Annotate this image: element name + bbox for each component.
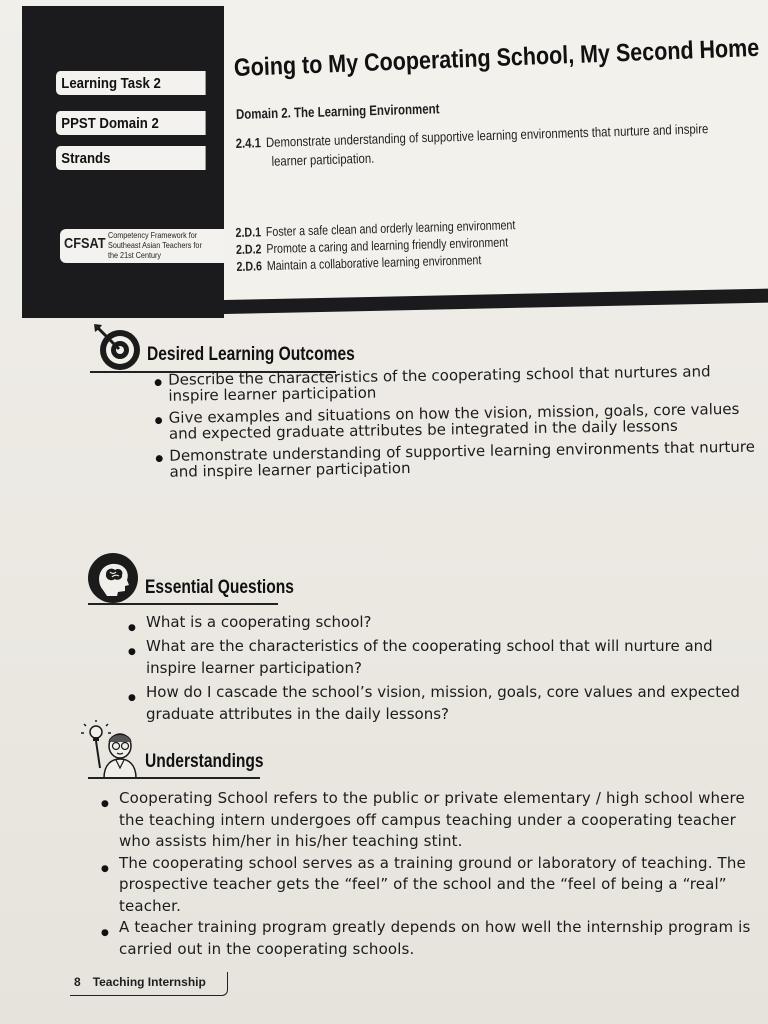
cfsat-list [235,216,516,275]
outcomes-heading: Desired Learning Outcomes [147,344,355,365]
list-item: ● The cooperating school serves as a training ground or laboratory of teaching. The prospective teacher gets the “feel” of the school and the “feel of being a “real” teacher. [103,853,760,918]
list-item: ● Demonstrate understanding of supportive learning environments that nurture and inspire learner participation [157,439,761,480]
list-item: ● Cooperating School refers to the public or private elementary / high school where the teaching intern undergoes off campus teaching under a cooperating teacher who assists him/her in his/her teaching stint. [103,788,760,853]
list-item: ● What are the characteristics of the cooperating school that will nurture and inspire learner participation? [130,635,760,679]
page-title: Going to My Cooperating School, My Second Home [233,33,760,82]
head-brain-icon [86,552,142,604]
strand-text: 2.4.1 Demonstrate understanding of supportive learning environments that nurture and inspire learner participation. [235,121,709,169]
cfsat-item: 2.D.2 Promote a caring and learning friendly environment [235,234,509,257]
list-item: ● A teacher training program greatly depends on how well the internship program is carried out in the cooperating schools. [103,917,760,960]
page-footer [70,972,228,996]
strand-code: 2.4.1 [235,135,262,152]
list-item: ● How do I cascade the school’s vision, mission, goals, core values and expected graduate attributes in the daily lessons? [130,681,760,725]
questions-list [130,611,760,727]
strands-label: Strands [56,146,206,170]
list-item: ● Give examples and situations on how the vision, mission, goals, core values and expected graduate attributes be integrated in the daily lessons [157,401,761,442]
cfsat-item: 2.D.6 Maintain a collaborative learning environment [236,252,482,274]
ppst-domain-label: PPST Domain 2 [56,111,206,135]
cfsat-full-name: Competency Framework for Southeast Asian Teachers for the 21st Century [108,230,202,260]
understandings-heading: Understandings [145,751,264,772]
list-item: ● What is a cooperating school? [130,611,760,633]
learning-task-label: Learning Task 2 [56,71,206,95]
target-icon [90,320,144,374]
understandings-list [103,788,760,960]
outcomes-list [156,363,762,486]
book-title: Teaching Internship [92,975,206,989]
cfsat-item: 2.D.1 Foster a safe clean and orderly learning environment [235,217,516,241]
list-item: ● Describe the characteristics of the cooperating school that nurtures and inspire learner participation [156,363,760,404]
questions-underline [88,603,278,605]
page-number: 8 [74,975,81,989]
questions-heading: Essential Questions [145,577,294,598]
cfsat-label [60,229,226,263]
domain-heading: Domain 2. The Learning Environment [235,100,440,122]
cfsat-abbreviation: CFSAT [64,235,106,252]
teacher-lightbulb-icon [80,720,140,780]
understandings-underline [88,777,260,779]
